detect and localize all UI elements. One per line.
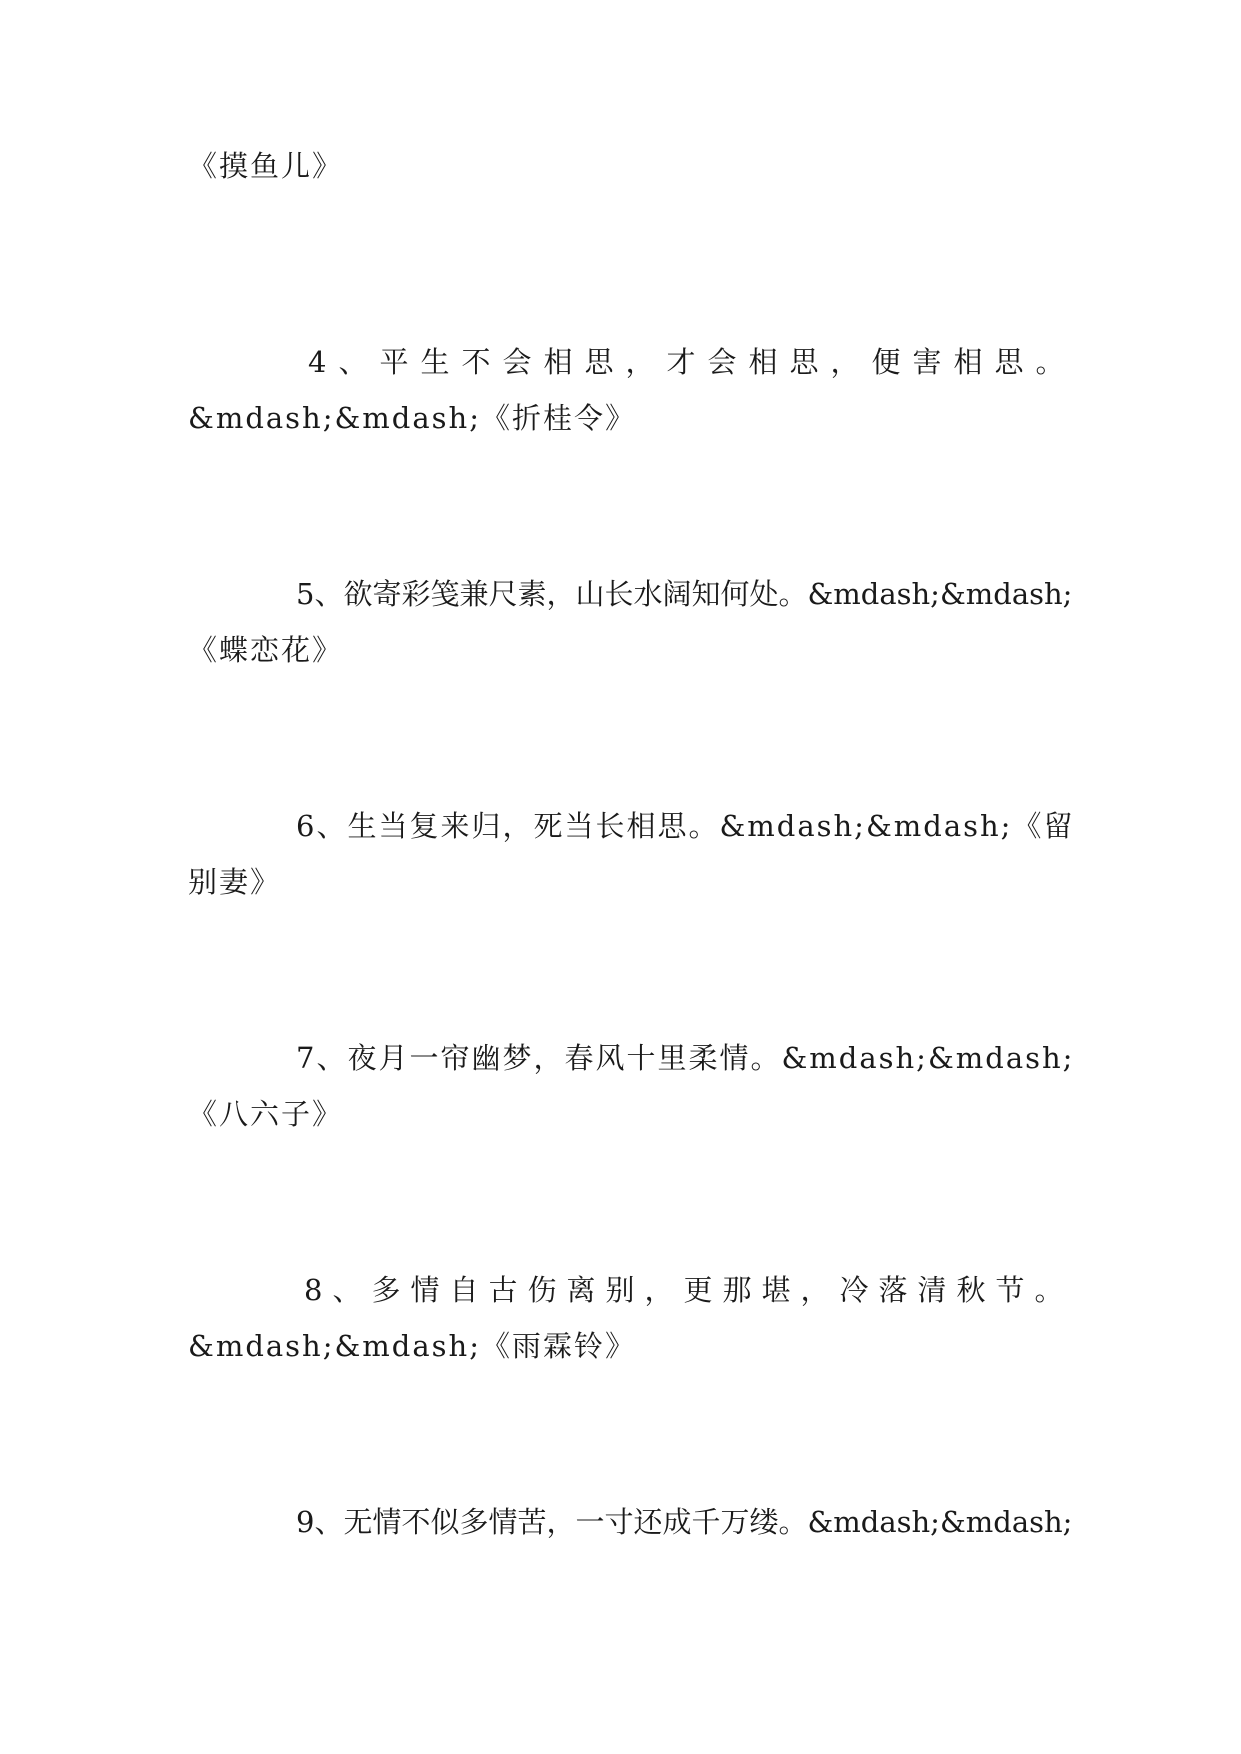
entry-5-line-1: 5、欲寄彩笺兼尺素，山长水阔知何处。&mdash;&mdash; <box>296 577 1073 611</box>
entry-4-line-2: &mdash;&mdash;《折桂令》 <box>188 401 636 435</box>
entry-6-line-1: 6、生当复来归，死当长相思。&mdash;&mdash;《留 <box>296 809 1075 843</box>
entry-4-line-1: 4、平生不会相思，才会相思，便害相思。 <box>308 345 1077 379</box>
entry-8-line-2: &mdash;&mdash;《雨霖铃》 <box>188 1329 636 1363</box>
entry-5-line-2: 《蝶恋花》 <box>188 633 344 667</box>
entry-8-line-1: 8、多情自古伤离别，更那堪，冷落清秋节。 <box>304 1273 1074 1307</box>
entry-9-line-1: 9、无情不似多情苦，一寸还成千万缕。&mdash;&mdash; <box>296 1505 1073 1539</box>
entry-3-line-2: 《摸鱼儿》 <box>188 149 344 183</box>
entry-6-line-2: 别妻》 <box>188 865 282 899</box>
entry-7-line-1: 7、夜月一帘幽梦，春风十里柔情。&mdash;&mdash; <box>296 1041 1075 1075</box>
entry-7-line-2: 《八六子》 <box>188 1097 344 1131</box>
